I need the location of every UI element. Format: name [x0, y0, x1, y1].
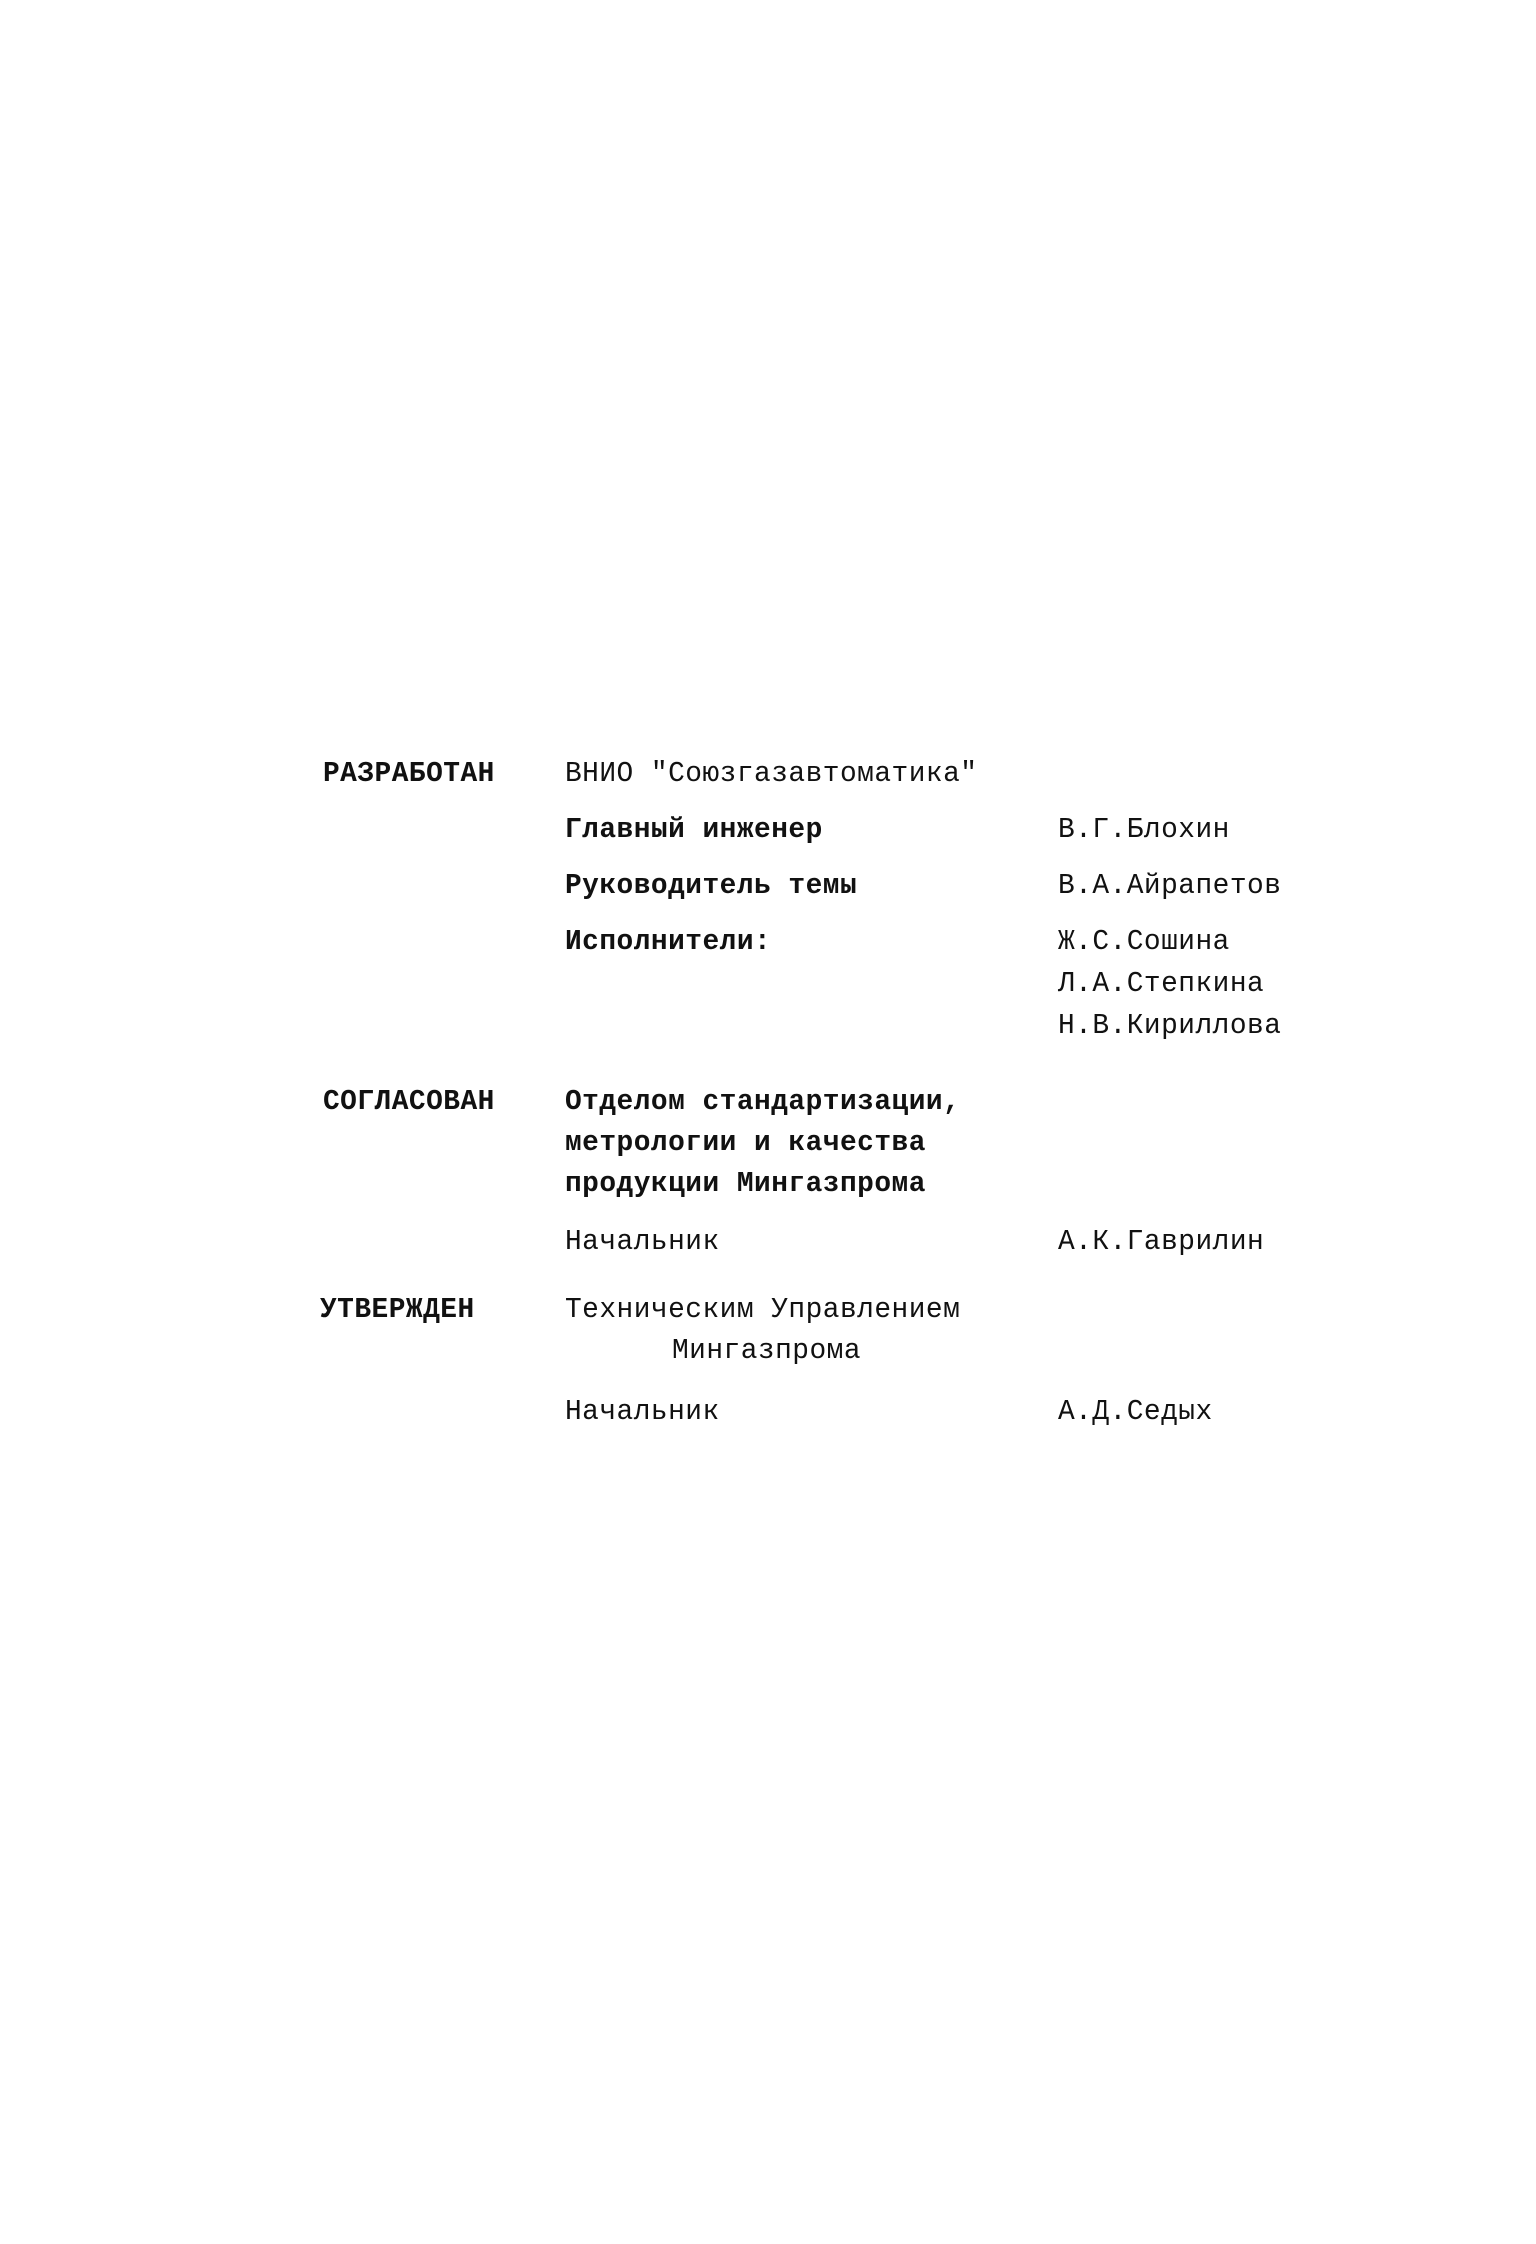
- developed-name-executor: Н.В.Кириллова: [1058, 1009, 1282, 1042]
- approved-name: А.Д.Седых: [1058, 1395, 1213, 1428]
- developed-name-topic-lead: В.А.Айрапетов: [1058, 869, 1282, 902]
- agreed-org-line: продукции Мингазпрома: [565, 1167, 926, 1200]
- developed-name-chief-engineer: В.Г.Блохин: [1058, 813, 1230, 846]
- developed-role-topic-lead: Руководитель темы: [565, 869, 858, 902]
- developed-org: ВНИО "Союзгазавтоматика": [565, 757, 978, 790]
- developed-label: РАЗРАБОТАН: [323, 757, 495, 790]
- developed-name-executor: Л.А.Степкина: [1058, 967, 1265, 1000]
- developed-role-executors: Исполнители:: [565, 925, 772, 958]
- agreed-name: А.К.Гаврилин: [1058, 1225, 1265, 1258]
- agreed-role: Начальник: [565, 1225, 720, 1258]
- agreed-org-line: метрологии и качества: [565, 1126, 926, 1159]
- approved-label: УТВЕРЖДЕН: [320, 1293, 475, 1326]
- approved-org-line: Техническим Управлением: [565, 1293, 961, 1326]
- developed-role-chief-engineer: Главный инженер: [565, 813, 823, 846]
- agreed-label: СОГЛАСОВАН: [323, 1085, 495, 1118]
- developed-name-executor: Ж.С.Сошина: [1058, 925, 1230, 958]
- approved-org-line: Мингазпрома: [672, 1334, 862, 1367]
- approved-role: Начальник: [565, 1395, 720, 1428]
- agreed-org-line: Отделом стандартизации,: [565, 1085, 961, 1118]
